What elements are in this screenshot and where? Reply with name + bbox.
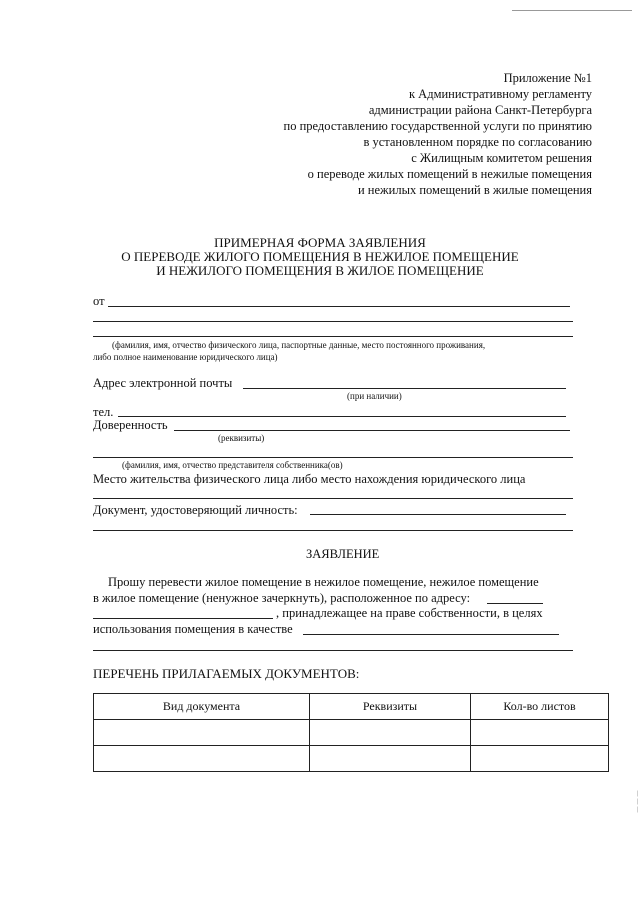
poa-label: Доверенность: [93, 418, 168, 432]
table-cell[interactable]: [94, 746, 310, 772]
column-header: Реквизиты: [310, 694, 471, 720]
residence-label: Место жительства физического лица либо место нахождения юридического лица: [93, 472, 526, 486]
documents-table: [93, 693, 609, 772]
form-title-line-2: О ПЕРЕВОДЕ ЖИЛОГО ПОМЕЩЕНИЯ В НЕЖИЛОЕ ПОМЕЩЕНИЕ: [121, 249, 519, 264]
email-hint: (при наличии): [347, 391, 402, 401]
table-cell[interactable]: [310, 720, 471, 746]
address-field[interactable]: [487, 603, 543, 604]
poa-hint: (реквизиты): [218, 433, 265, 443]
appendix-line: и нежилых помещений в жилые помещения: [357, 183, 592, 197]
statement-line-1: Прошу перевести жилое помещение в нежилое помещение, нежилое помещение: [108, 575, 539, 589]
id-doc-field[interactable]: [310, 514, 566, 515]
phone-field[interactable]: [118, 416, 566, 417]
from-field-line-2[interactable]: [93, 321, 573, 322]
from-label: от: [93, 294, 105, 308]
representative-hint: (фамилия, имя, отчество представителя собственника(ов): [122, 460, 343, 470]
statement-line-4: использования помещения в качестве: [93, 622, 293, 636]
statement-line-2: в жилое помещение (ненужное зачеркнуть), расположенное по адресу:: [93, 591, 471, 605]
form-title-line-1: ПРИМЕРНАЯ ФОРМА ЗАЯВЛЕНИЯ: [214, 235, 426, 250]
table-cell[interactable]: [310, 746, 471, 772]
appendix-line: с Жилищным комитетом решения: [411, 151, 592, 165]
scan-marks: | | |: [636, 791, 638, 813]
from-field[interactable]: [108, 306, 570, 307]
appendix-line: Приложение №1: [503, 71, 592, 85]
usage-purpose-field-2[interactable]: [93, 650, 573, 651]
email-label: Адрес электронной почты: [93, 376, 233, 390]
table-header-row: [94, 694, 609, 720]
appendix-line: администрации района Санкт-Петербурга: [368, 103, 592, 117]
table-cell[interactable]: [471, 720, 609, 746]
from-hint-2: либо полное наименование юридического лица): [93, 352, 278, 362]
appendix-line: о переводе жилых помещений в нежилые помещения: [307, 167, 592, 181]
appendix-line: к Административному регламенту: [408, 87, 592, 101]
column-header: Кол-во листов: [471, 694, 609, 720]
table-cell[interactable]: [471, 746, 609, 772]
email-field[interactable]: [243, 388, 566, 389]
representative-field[interactable]: [93, 457, 573, 458]
residence-field[interactable]: [93, 498, 573, 499]
table-row: [94, 720, 609, 746]
phone-label: тел.: [93, 405, 114, 419]
statement-line-3: , принадлежащее на праве собственности, в целях: [276, 606, 543, 620]
id-doc-label: Документ, удостоверяющий личность:: [93, 503, 298, 517]
table-row: [94, 746, 609, 772]
documents-heading: ПЕРЕЧЕНЬ ПРИЛАГАЕМЫХ ДОКУМЕНТОВ:: [93, 666, 360, 681]
column-header: Вид документа: [94, 694, 310, 720]
usage-purpose-field[interactable]: [303, 634, 559, 635]
appendix-line: в установленном порядке по согласованию: [363, 135, 592, 149]
appendix-line: по предоставлению государственной услуги по принятию: [283, 119, 592, 133]
form-title-line-3: И НЕЖИЛОГО ПОМЕЩЕНИЯ В ЖИЛОЕ ПОМЕЩЕНИЕ: [156, 263, 484, 278]
address-field-2[interactable]: [93, 618, 273, 619]
scan-edge-line: [512, 10, 632, 11]
id-doc-field-line-2[interactable]: [93, 530, 573, 531]
statement-heading: ЗАЯВЛЕНИЕ: [306, 547, 380, 561]
appendix-header: [284, 70, 592, 198]
from-field-line-3[interactable]: [93, 336, 573, 337]
from-hint: (фамилия, имя, отчество физического лица, паспортные данные, место постоянного проживания,: [112, 340, 486, 350]
poa-field[interactable]: [174, 430, 570, 431]
table-cell[interactable]: [94, 720, 310, 746]
